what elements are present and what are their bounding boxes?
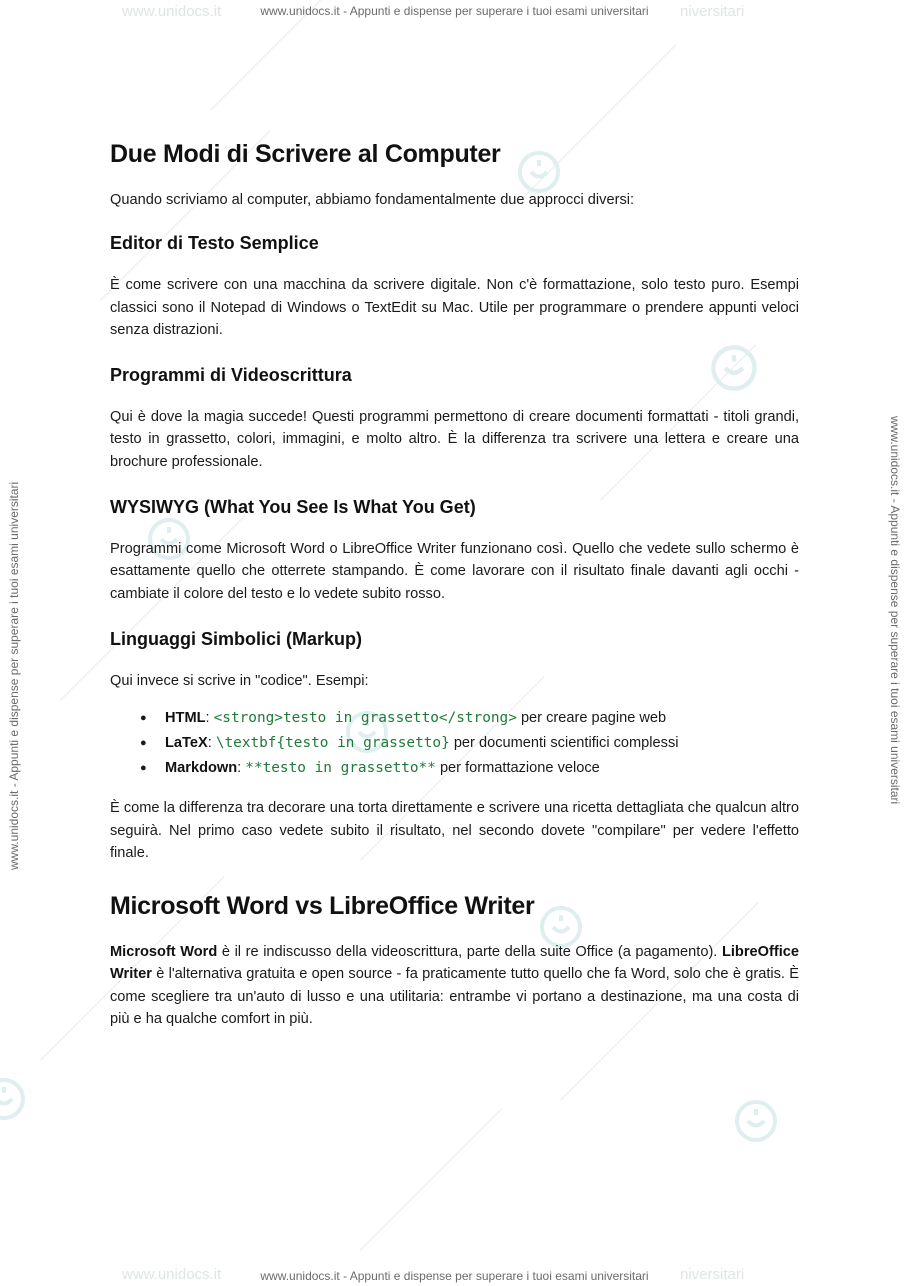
paragraph-text: è il re indiscusso della videoscrittura, parte della suite Office (a pagamento). — [217, 944, 722, 961]
code-snippet: **testo in grassetto** — [245, 760, 436, 777]
bullet-icon: ● — [140, 712, 147, 725]
bullet-icon: ● — [140, 737, 147, 750]
list-item — [110, 706, 799, 731]
section-paragraph: È come la differenza tra decorare una torta direttamente e scrivere una ricetta dettagliata che qualcun altro seguirà. Nel primo caso vedete subito il risultato, nel secondo dovete "compilare" per vedere l'effetto finale. — [110, 800, 799, 861]
watermark-footer: www.unidocs.it - Appunti e dispense per superare i tuoi esami universitari — [260, 1269, 649, 1283]
unidocs-logo-icon — [0, 1075, 28, 1123]
watermark-faint-text: niversitari — [680, 3, 745, 20]
document-body — [110, 138, 799, 1030]
list-item-separator: : — [237, 760, 246, 777]
paragraph-text: è l'alternativa gratuita e open source - fa praticamente tutto quello che fa Word, solo che è gratis. È come scegliere tra un'auto di lusso e una utilitaria: entrambe vi portano a destinazione, ma una costa di più e ha qualche comfort in più. — [110, 966, 799, 1028]
list-item — [110, 731, 799, 756]
list-item — [110, 756, 799, 781]
section-paragraph: Programmi come Microsoft Word o LibreOffice Writer funzionano così. Quello che vedete sullo schermo è esattamente quello che otterrete stampando. È come lavorare con il risultato finale davanti agli occhi - cambiate il colore del testo e lo vedete subito rosso. — [110, 541, 799, 602]
list-item-label: HTML — [165, 710, 206, 727]
watermark-faint-text: niversitari — [680, 1266, 745, 1283]
code-snippet: \textbf{testo in grassetto} — [215, 735, 450, 752]
list-item-text: per creare pagine web — [516, 710, 667, 727]
unidocs-logo-icon — [732, 1097, 780, 1145]
section-paragraph: Qui invece si scrive in "codice". Esempi: — [110, 672, 369, 689]
list-item-text: per documenti scientifici complessi — [449, 735, 679, 752]
list-item-text: per formattazione veloce — [435, 760, 600, 777]
watermark-faint-text: www.unidocs.it — [122, 3, 222, 20]
watermark-stripe — [360, 1109, 502, 1251]
list-item-label: Markdown — [165, 760, 238, 777]
list-item-separator: : — [205, 710, 214, 727]
page-title: Due Modi di Scrivere al Computer — [110, 140, 501, 168]
bold-term: LibreOffice Writer — [110, 944, 799, 983]
section-title-word-vs-writer: Microsoft Word vs LibreOffice Writer — [110, 892, 535, 921]
list-item-label: LaTeX — [165, 735, 208, 752]
final-paragraph — [110, 941, 799, 1030]
code-snippet: <strong>testo in grassetto</strong> — [213, 710, 517, 727]
watermark-right-side: www.unidocs.it - Appunti e dispense per superare i tuoi esami universitari — [888, 416, 902, 805]
section-heading-plain-text: Editor di Testo Semplice — [110, 233, 319, 254]
intro-paragraph: Quando scriviamo al computer, abbiamo fondamentalmente due approcci diversi: — [110, 192, 635, 208]
watermark-left-side: www.unidocs.it - Appunti e dispense per superare i tuoi esami universitari — [7, 481, 21, 870]
watermark-header: www.unidocs.it - Appunti e dispense per superare i tuoi esami universitari — [260, 4, 649, 18]
section-heading-wysiwyg: WYSIWYG (What You See Is What You Get) — [110, 497, 476, 518]
list-item-separator: : — [207, 735, 216, 752]
markup-examples-list — [110, 706, 799, 781]
section-paragraph: Qui è dove la magia succede! Questi programmi permettono di creare documenti formattati - titoli grandi, testo in grassetto, colori, immagini, e molto altro. È la differenza tra scrivere una lettera e creare una brochure professionale. — [110, 409, 799, 470]
bullet-icon: ● — [140, 762, 147, 775]
section-heading-markup: Linguaggi Simbolici (Markup) — [110, 628, 362, 649]
watermark-faint-text: www.unidocs.it — [122, 1266, 222, 1283]
section-heading-word-processors: Programmi di Videoscrittura — [110, 365, 352, 386]
section-paragraph: È come scrivere con una macchina da scrivere digitale. Non c'è formattazione, solo testo puro. Esempi classici sono il Notepad di Windows o TextEdit su Mac. Utile per programmare o prendere appunti veloci senza distrazioni. — [110, 277, 799, 338]
bold-term: Microsoft Word — [110, 944, 218, 961]
